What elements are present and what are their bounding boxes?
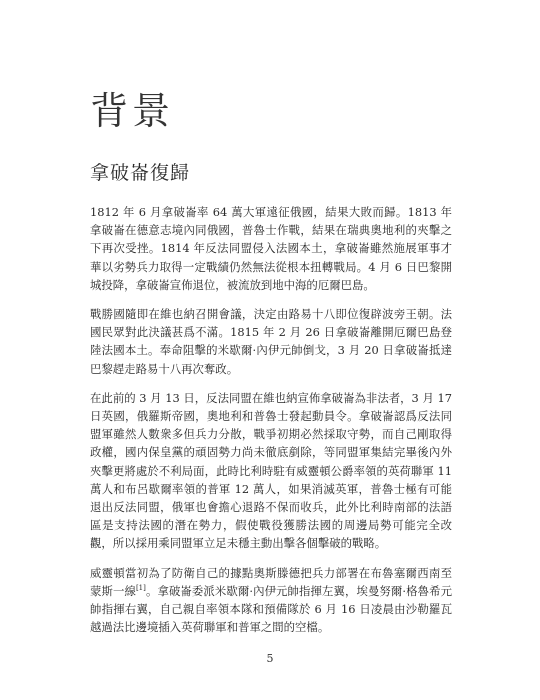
paragraph-3: 在此前的 3 月 13 日，反法同盟在維也納宣佈拿破崙為非法者，3 月 17 日英國，俄羅斯帝國，奧地利和普魯士發起動員令。拿破崙認爲反法同盟軍雖然人數衆多但兵力分散，戰爭初期必然採取守勢，而自己剛取得政權，國内保皇黨的頑固勢力尚未徹底剷除，等同盟軍集結完畢後內外夾擊更將處於不利局面，此時比利時駐有威靈頓公爵率領的英荷聯軍 11 萬人和布呂歇爾率領的普軍 12 萬人，如果消滅英軍，普魯士極有可能退出反法同盟，俄軍也會擔心退路不保而收兵，此外比利時南部的法語區是支持法國的潛在勢力，假使戰役獲勝法國的周邊局勢可能完全改觀，所以採用乘同盟軍立足未穩主動出擊各個擊破的戰略。 <box>90 390 452 551</box>
section-title: 拿破崙復歸 <box>90 162 191 184</box>
paragraph-4-text-after: 。拿破崙委派米歇爾·內伊元帥指揮左翼，埃曼努爾·格魯希元帥指揮右翼，自己親自率領本隊和預備隊於 6 月 16 日凌晨由沙勒羅瓦越過法比邊境插入英荷聯軍和普軍之間的空檔。 <box>90 583 452 635</box>
page-number: 5 <box>266 652 274 665</box>
chapter-title: 背景 <box>90 89 175 133</box>
paragraph-4-text-before: 威靈頓當初為了防衛自己的據點奧斯滕德把兵力部署在布魯塞爾西南至蒙斯一線 <box>90 565 452 598</box>
paragraph-1: 1812 年 6 月拿破崙率 64 萬大軍遠征俄國，結果大敗而歸。1813 年拿破崙在德意志境內同俄國，普魯士作戰，結果在瑞典奧地利的夾擊之下再次受挫。1814 年反法同盟侵入法國本土，拿破崙雖然施展軍事才華以劣勢兵力取得一定戰績仍然無法從根本扭轉戰局。4 月 6 日巴黎開城投降，拿破崙宣佈退位，被流放到地中海的厄爾巴島。 <box>90 205 452 292</box>
footnote-link[interactable]: [1] <box>135 584 146 593</box>
paragraph-4 <box>90 564 452 637</box>
paragraph-2: 戰勝國隨即在維也納召開會議，決定由路易十八即位復辟波旁王朝。法國民眾對此決議甚爲不滿。1815 年 2 月 26 日拿破崙離開厄爾巴島登陸法國本土。奉命阻擊的米歇爾·內伊元帥倒戈，3 月 20 日拿破崙抵達巴黎趕走路易十八再次奪政。 <box>90 307 452 376</box>
body-text <box>90 203 452 647</box>
